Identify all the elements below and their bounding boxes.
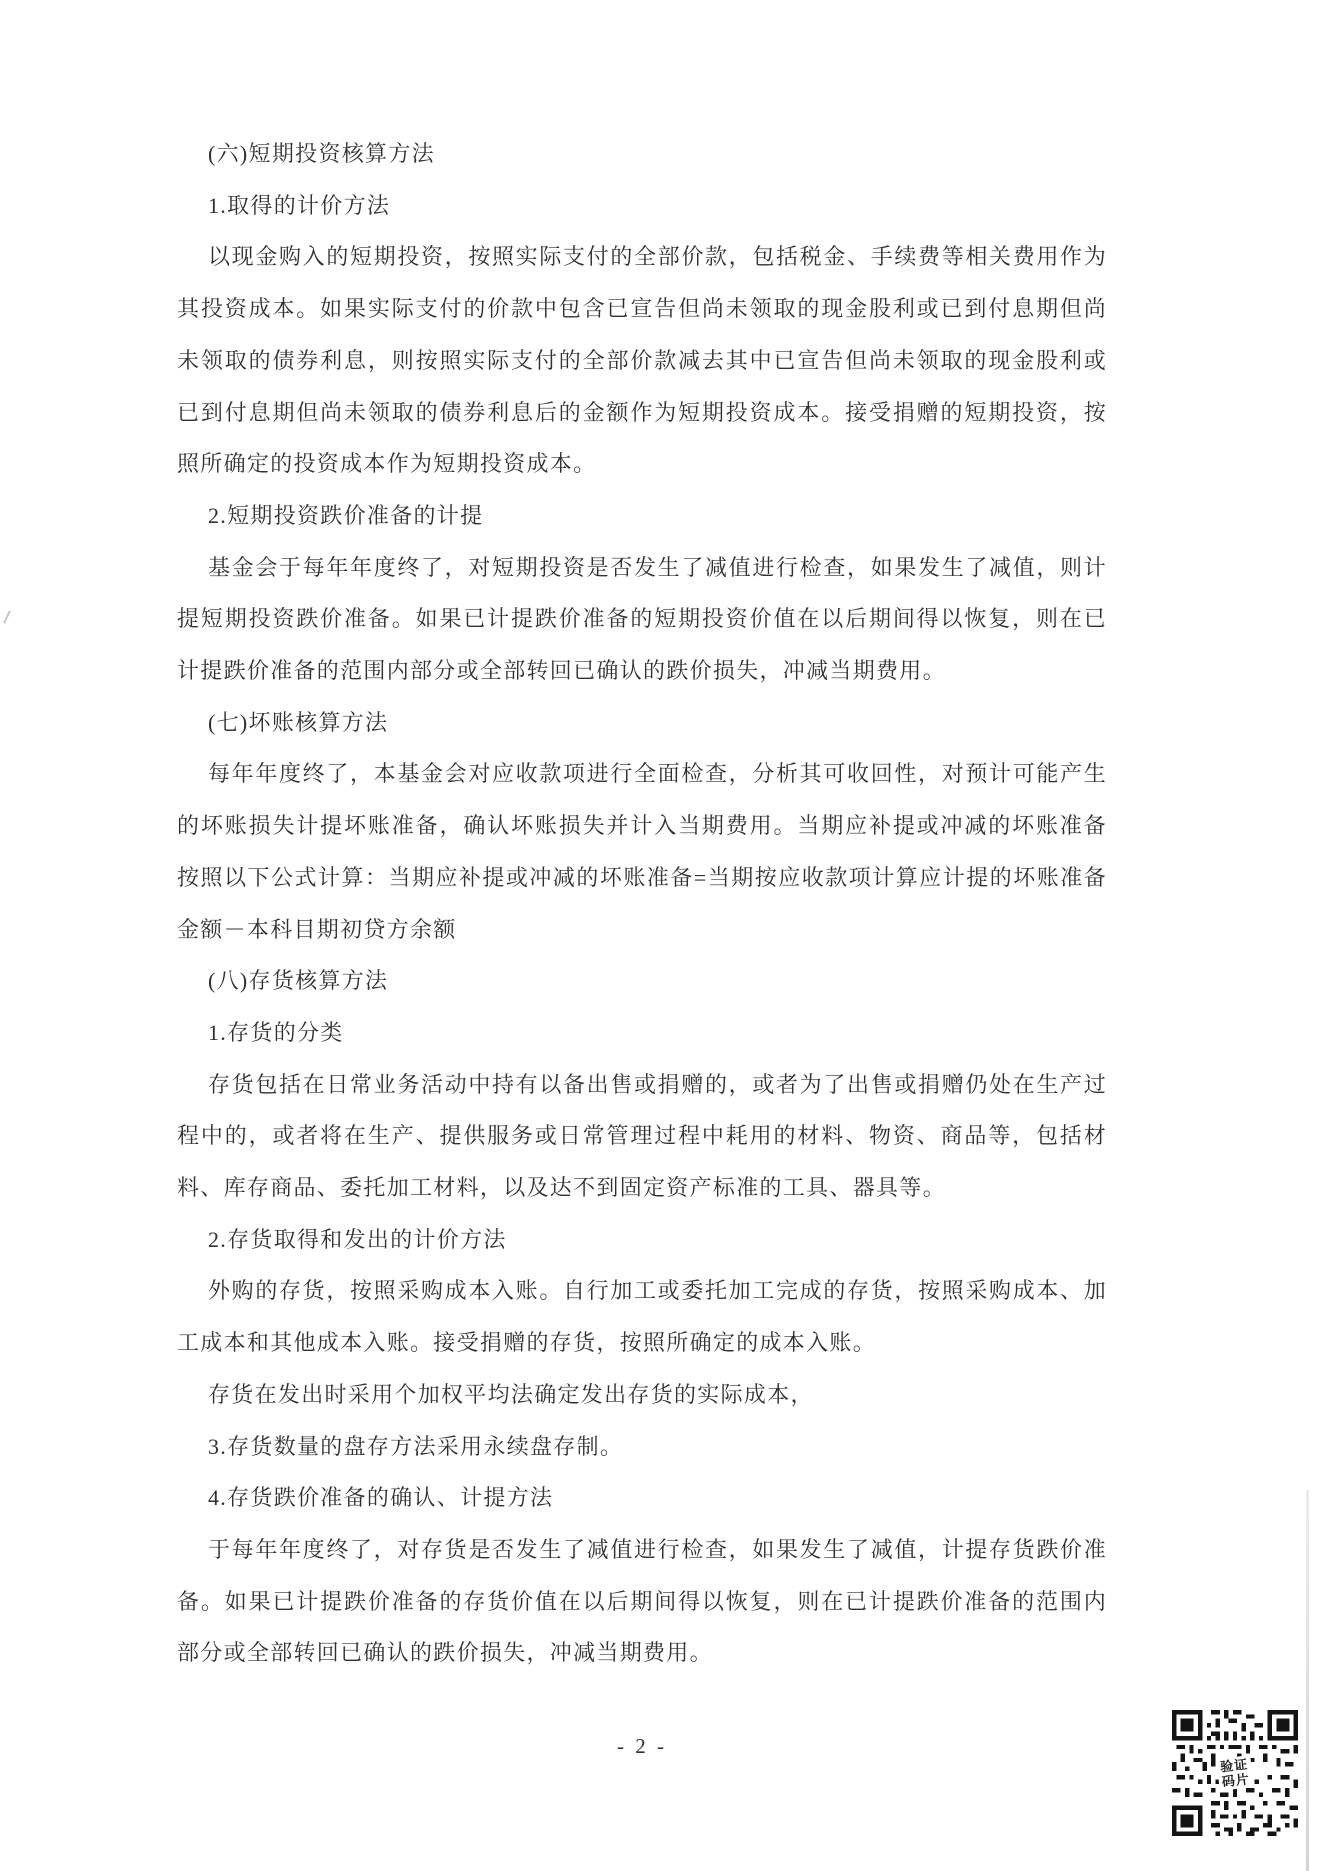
verification-qr-code [1172, 1704, 1298, 1842]
doc-paragraph: 每年年度终了，本基金会对应收款项进行全面检查，分析其可收回性，对预计可能产生的坏账损失计提坏账准备，确认坏账损失并计入当期费用。当期应补提或冲减的坏账准备按照以下公式计算：当期应补提或冲减的坏账准备=当期按应收款项计算应计提的坏账准备金额－本科目期初贷方余额 [177, 761, 1107, 942]
doc-heading: (八)存货核算方法 [208, 968, 389, 994]
doc-paragraph: 以现金购入的短期投资，按照实际支付的全部价款，包括税金、手续费等相关费用作为其投资成本。如果实际支付的价款中包含已宣告但尚未领取的现金股利或已到付息期但尚未领取的债券利息，则按照实际支付的全部价款减去其中已宣告但尚未领取的现金股利或已到付息期但尚未领取的债券利息后的金额作为短期投资成本。接受捐赠的短期投资，按照所确定的投资成本作为短期投资成本。 [177, 244, 1107, 477]
doc-paragraph: 外购的存货，按照采购成本入账。自行加工或委托加工完成的存货，按照采购成本、加工成本和其他成本入账。接受捐赠的存货，按照所确定的成本入账。 [177, 1278, 1107, 1356]
doc-paragraph: 存货包括在日常业务活动中持有以备出售或捐赠的，或者为了出售或捐赠仍处在生产过程中的，或者将在生产、提供服务或日常管理过程中耗用的材料、物资、商品等，包括材料、库存商品、委托加工材料，以及达不到固定资产标准的工具、器具等。 [177, 1071, 1107, 1201]
doc-paragraph: 于每年年度终了，对存货是否发生了减值进行检查，如果发生了减值，计提存货跌价准备。如果已计提跌价准备的存货价值在以后期间得以恢复，则在已计提跌价准备的范围内部分或全部转回已确认的跌价损失，冲减当期费用。 [177, 1536, 1107, 1666]
doc-heading: 2.存货取得和发出的计价方法 [208, 1226, 507, 1252]
scan-edge-artifact [1306, 1490, 1309, 1871]
qr-center-line-1: 验证 [1219, 1756, 1249, 1775]
doc-paragraph: 基金会于每年年度终了，对短期投资是否发生了减值进行检查，如果发生了减值，则计提短期投资跌价准备。如果已计提跌价准备的短期投资价值在以后期间得以恢复，则在已计提跌价准备的范围内部分或全部转回已确认的跌价损失，冲减当期费用。 [177, 554, 1107, 684]
doc-paragraph: 存货在发出时采用个加权平均法确定发出存货的实际成本， [208, 1381, 814, 1407]
scan-speck-artifact [3, 610, 11, 624]
document-body [177, 128, 1107, 1679]
doc-heading: 1.取得的计价方法 [208, 192, 391, 218]
doc-heading: 2.短期投资跌价准备的计提 [208, 502, 484, 528]
qr-center-line-2: 码片 [1221, 1771, 1251, 1790]
page-number: - 2 - [617, 1734, 667, 1758]
doc-heading: (七)坏账核算方法 [208, 709, 389, 735]
doc-heading: 3.存货数量的盘存方法采用永续盘存制。 [208, 1433, 624, 1459]
doc-heading: 4.存货跌价准备的确认、计提方法 [208, 1485, 554, 1511]
doc-heading: 1.存货的分类 [208, 1019, 344, 1045]
doc-heading: (六)短期投资核算方法 [208, 141, 435, 166]
qr-center-label [1216, 1755, 1253, 1790]
